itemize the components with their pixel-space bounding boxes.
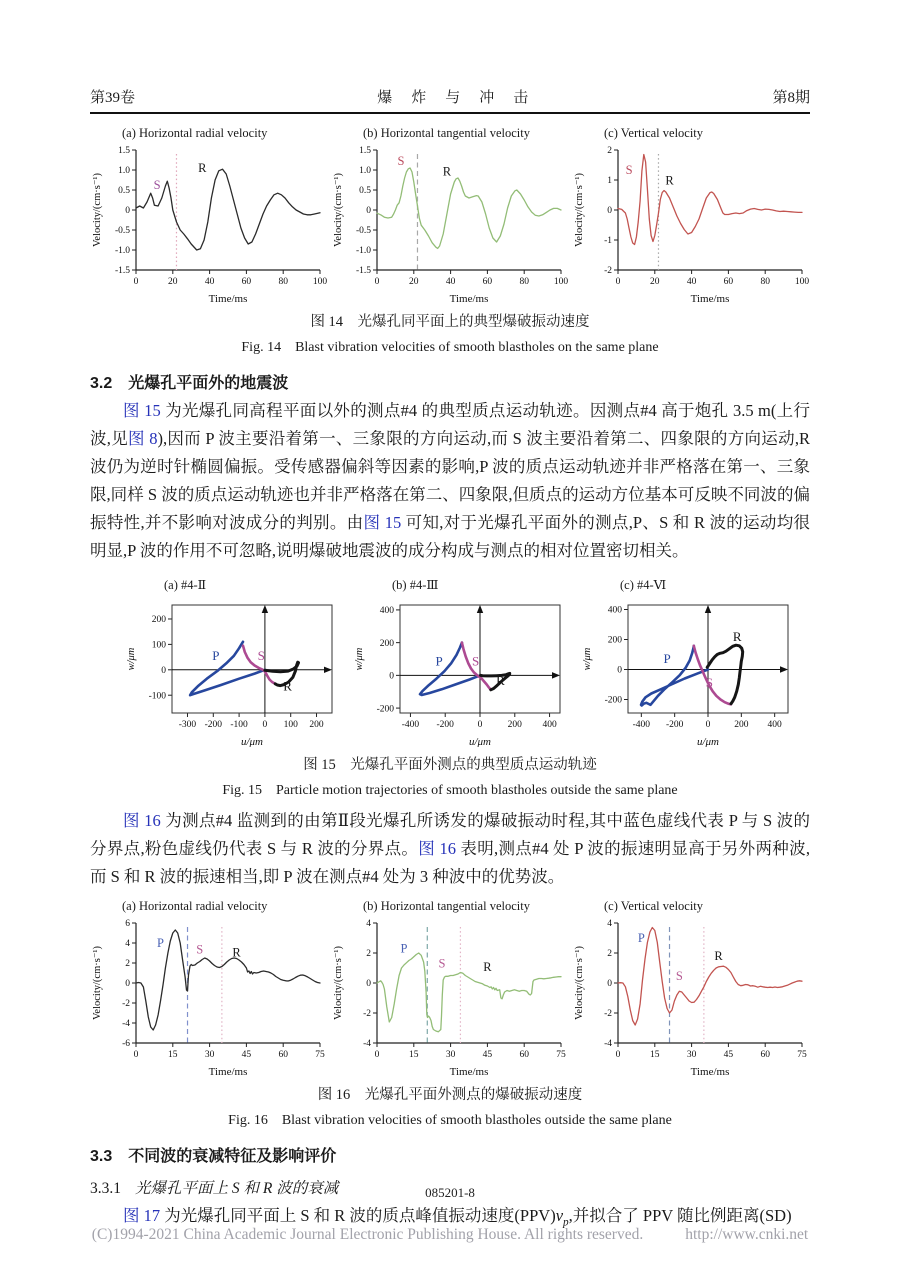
fig15-chart-c-cell	[580, 577, 798, 747]
fig16-chart-row	[90, 899, 810, 1077]
svg-text:80: 80	[760, 277, 770, 287]
svg-text:45: 45	[482, 1050, 493, 1060]
fig14-chart-row	[90, 126, 810, 304]
svg-text:200: 200	[379, 638, 394, 649]
svg-text:0: 0	[133, 1050, 139, 1060]
svg-text:-0.5: -0.5	[114, 226, 130, 237]
svg-text:75: 75	[797, 1050, 807, 1060]
svg-text:R: R	[714, 948, 723, 963]
body-text: v	[555, 1206, 564, 1225]
svg-text:100: 100	[553, 277, 569, 287]
svg-text:0: 0	[374, 1050, 380, 1060]
svg-text:R: R	[732, 629, 742, 644]
svg-text:0: 0	[161, 666, 166, 676]
svg-text:w/μm: w/μm	[126, 647, 137, 671]
svg-text:4: 4	[125, 939, 130, 950]
svg-text:S: S	[397, 154, 405, 169]
svg-text:-1.5: -1.5	[355, 266, 371, 277]
fig14-chart-a	[90, 144, 328, 304]
svg-text:0: 0	[366, 206, 371, 217]
svg-text:0: 0	[615, 1050, 621, 1060]
fig15-chart-b-cell	[352, 577, 570, 747]
svg-text:200: 200	[734, 720, 749, 730]
svg-text:S: S	[196, 942, 204, 957]
figure-ref-link[interactable]: 图 16	[123, 811, 161, 830]
svg-text:P: P	[400, 941, 408, 956]
paragraph-2	[90, 807, 810, 891]
svg-text:Time/ms: Time/ms	[208, 293, 248, 304]
svg-text:Velocity/(cm·s⁻¹): Velocity/(cm·s⁻¹)	[92, 172, 103, 248]
svg-text:P: P	[663, 650, 671, 666]
svg-text:400: 400	[607, 605, 622, 616]
fig15-chart-row	[90, 577, 810, 747]
svg-text:w/μm: w/μm	[354, 647, 365, 671]
svg-text:Velocity/(cm·s⁻¹): Velocity/(cm·s⁻¹)	[574, 945, 585, 1021]
svg-text:R: R	[283, 678, 292, 694]
figure-ref-link[interactable]: 图 15	[363, 513, 402, 532]
svg-text:-1: -1	[604, 236, 612, 247]
svg-text:Time/ms: Time/ms	[449, 293, 489, 304]
fig14-chart-b-title: (b) Horizontal tangential velocity	[363, 126, 530, 140]
svg-text:P: P	[637, 930, 645, 945]
svg-text:400: 400	[767, 720, 782, 730]
figure-ref-link[interactable]: 图 8	[128, 429, 158, 448]
svg-text:R: R	[232, 945, 241, 960]
body-text: ),因而 P 波主要沿着第一、三象限的方向运动,而 S 波主要沿着第二、四象限的方向运动,R 波仍为逆时针椭圆偏振。受传感器偏斜等因素的影响,P 波的质点运动轨迹并非严格落在第一、三象限,同样 S 波的质点运动轨迹也并非严格落在第二、四象限,但质点的运动方位基本可反映不同波的偏振特性,并不影响对波成分的判别。由	[90, 429, 811, 532]
svg-text:-200: -200	[376, 704, 394, 715]
figure-15	[90, 577, 810, 799]
svg-text:100: 100	[151, 640, 166, 651]
svg-text:45: 45	[723, 1050, 734, 1060]
svg-text:15: 15	[168, 1050, 178, 1060]
svg-text:40: 40	[445, 277, 456, 287]
svg-text:-6: -6	[122, 1039, 130, 1050]
copyright-text: (C)1994-2021 China Academic Journal Electronic Publishing House. All rights reserved.	[91, 1226, 644, 1243]
svg-text:Velocity/(cm·s⁻¹): Velocity/(cm·s⁻¹)	[333, 945, 344, 1021]
svg-text:400: 400	[542, 720, 557, 730]
section-3-3-1-heading: 3.3.1 光爆孔平面上 S 和 R 波的衰减	[90, 1180, 339, 1197]
svg-text:30: 30	[445, 1050, 456, 1060]
svg-text:40: 40	[204, 277, 215, 287]
svg-text:6: 6	[125, 919, 130, 930]
svg-text:-0.5: -0.5	[355, 226, 371, 237]
svg-text:1: 1	[607, 176, 612, 187]
svg-text:R: R	[198, 161, 207, 175]
svg-text:30: 30	[686, 1050, 697, 1060]
svg-text:u/μm: u/μm	[468, 736, 492, 747]
fig15-chart-b	[352, 595, 570, 747]
body-text: 表明,测点#4 处 P 波的振速明显高于另外两种波,而 S 和 R 波的振速相当,即 P 波在测点#4 处为 3 种波中的优势波。	[90, 839, 811, 886]
svg-text:-100: -100	[148, 691, 166, 702]
svg-text:1.0: 1.0	[118, 166, 130, 177]
body-text: 可知,对于光爆孔平面外的测点,P、S 和 R 波的运动均很明显,P 波的作用不可忽略,说明爆破地震波的成分构成与测点的相对位置密切相关。	[90, 513, 811, 560]
svg-text:0: 0	[705, 720, 711, 730]
svg-text:15: 15	[409, 1050, 419, 1060]
svg-text:75: 75	[556, 1050, 566, 1060]
figure-ref-link[interactable]: 图 17	[123, 1206, 161, 1225]
svg-text:0: 0	[389, 671, 394, 682]
fig15-chart-b-title: (b) #4-Ⅲ	[392, 578, 439, 592]
svg-text:60: 60	[278, 1050, 288, 1060]
svg-text:0: 0	[125, 206, 130, 217]
svg-text:R: R	[665, 173, 674, 188]
svg-text:20: 20	[650, 277, 660, 287]
fig14-chart-b	[331, 144, 569, 304]
fig14-chart-a-title: (a) Horizontal radial velocity	[122, 126, 268, 140]
fig15-chart-a-cell	[124, 577, 342, 747]
fig14-chart-c	[572, 144, 810, 304]
svg-text:0: 0	[615, 277, 621, 287]
fig15-chart-c	[580, 595, 798, 747]
body-text: 为测点#4 监测到的由第Ⅱ段光爆孔所诱发的爆破振动时程,其中蓝色虚线代表 P 与 S 波的分界点,粉色虚线仍代表 S 与 R 波的分界点。	[90, 811, 810, 858]
svg-text:1.0: 1.0	[359, 166, 371, 177]
svg-text:40: 40	[686, 277, 697, 287]
fig16-chart-a-cell	[90, 899, 328, 1077]
svg-text:-4: -4	[122, 1019, 130, 1030]
svg-text:u/μm: u/μm	[240, 736, 264, 747]
svg-text:-1.0: -1.0	[114, 246, 130, 257]
svg-text:200: 200	[151, 615, 166, 626]
svg-text:S: S	[472, 653, 480, 669]
page-header	[90, 0, 810, 114]
svg-text:1.5: 1.5	[118, 146, 130, 157]
fig15-chart-c-title: (c) #4-Ⅵ	[620, 578, 667, 592]
svg-text:60: 60	[723, 277, 734, 287]
journal-title: 爆 炸 与 冲 击	[377, 90, 531, 106]
svg-text:-2: -2	[122, 999, 130, 1010]
svg-text:75: 75	[315, 1050, 325, 1060]
svg-text:2: 2	[607, 146, 612, 157]
svg-text:2: 2	[125, 959, 130, 970]
svg-text:0: 0	[262, 720, 268, 730]
svg-text:400: 400	[379, 606, 394, 617]
copyright-footer	[0, 1226, 900, 1244]
fig14-chart-c-cell	[572, 126, 810, 304]
svg-text:S: S	[257, 648, 265, 664]
svg-text:-300: -300	[178, 720, 197, 730]
fig16-chart-b	[331, 917, 569, 1077]
body-text: p	[563, 1216, 569, 1229]
svg-text:-2: -2	[363, 1009, 371, 1020]
svg-text:-4: -4	[363, 1039, 371, 1050]
svg-text:-1.0: -1.0	[355, 246, 371, 257]
svg-text:2: 2	[366, 949, 371, 960]
fig16-chart-b-title: (b) Horizontal tangential velocity	[363, 899, 530, 913]
fig16-caption-zh: 图 16 光爆孔平面外测点的爆破振动速度	[317, 1087, 583, 1103]
svg-text:100: 100	[312, 277, 328, 287]
svg-text:45: 45	[241, 1050, 252, 1060]
svg-text:R: R	[496, 673, 505, 689]
svg-text:20: 20	[168, 277, 178, 287]
fig16-chart-c-cell	[572, 899, 810, 1077]
page-number: 085201-8	[425, 1185, 475, 1200]
svg-text:Time/ms: Time/ms	[208, 1066, 248, 1077]
fig14-chart-c-title: (c) Vertical velocity	[604, 126, 704, 140]
svg-text:60: 60	[241, 277, 252, 287]
svg-text:w/μm: w/μm	[582, 647, 593, 671]
fig16-chart-a	[90, 917, 328, 1077]
fig16-caption-en: Fig. 16 Blast vibration velocities of smooth blastholes outside the same plane	[228, 1113, 672, 1128]
svg-text:2: 2	[607, 949, 612, 960]
fig14-caption-en: Fig. 14 Blast vibration velocities of smooth blastholes on the same plane	[241, 340, 659, 355]
svg-text:Velocity/(cm·s⁻¹): Velocity/(cm·s⁻¹)	[574, 172, 585, 248]
svg-text:0: 0	[607, 206, 612, 217]
svg-text:Time/ms: Time/ms	[690, 1066, 730, 1077]
svg-text:100: 100	[794, 277, 810, 287]
svg-text:200: 200	[309, 720, 324, 730]
svg-text:-100: -100	[230, 720, 248, 730]
fig14-chart-a-cell	[90, 126, 328, 304]
svg-text:60: 60	[519, 1050, 529, 1060]
svg-text:20: 20	[409, 277, 419, 287]
volume-label: 第39卷	[90, 90, 136, 106]
issue-label: 第8期	[772, 90, 810, 106]
svg-text:4: 4	[607, 919, 612, 930]
svg-text:30: 30	[204, 1050, 215, 1060]
svg-text:-200: -200	[604, 695, 622, 706]
svg-text:S: S	[705, 675, 713, 691]
svg-text:0: 0	[607, 979, 612, 990]
fig15-chart-a-title: (a) #4-Ⅱ	[164, 578, 207, 592]
svg-text:-200: -200	[665, 720, 684, 730]
fig14-caption-zh: 图 14 光爆孔同平面上的典型爆破振动速度	[310, 314, 590, 330]
svg-text:Velocity/(cm·s⁻¹): Velocity/(cm·s⁻¹)	[92, 945, 103, 1021]
svg-text:0.5: 0.5	[359, 186, 371, 197]
fig16-chart-a-title: (a) Horizontal radial velocity	[122, 899, 268, 913]
svg-text:-4: -4	[604, 1039, 612, 1050]
svg-text:0: 0	[125, 979, 130, 990]
svg-text:Time/ms: Time/ms	[690, 293, 730, 304]
svg-text:200: 200	[507, 720, 522, 730]
svg-text:P: P	[157, 936, 165, 950]
svg-text:P: P	[212, 648, 220, 664]
svg-text:80: 80	[519, 277, 529, 287]
body-text: 为光爆孔同平面上 S 和 R 波的质点峰值振动速度(PPV)	[160, 1206, 556, 1225]
svg-text:-2: -2	[604, 266, 612, 277]
fig16-chart-c-title: (c) Vertical velocity	[604, 899, 704, 913]
fig16-chart-c	[572, 917, 810, 1077]
svg-text:R: R	[442, 164, 452, 179]
svg-text:0: 0	[374, 277, 380, 287]
svg-text:Time/ms: Time/ms	[449, 1066, 489, 1077]
svg-text:Velocity/(cm·s⁻¹): Velocity/(cm·s⁻¹)	[333, 172, 344, 248]
section-3-3-heading: 3.3 不同波的衰减特征及影响评价	[90, 1148, 337, 1165]
svg-text:-200: -200	[436, 720, 454, 730]
svg-text:-400: -400	[632, 720, 651, 730]
figure-ref-link[interactable]: 图 16	[418, 839, 456, 858]
svg-text:-2: -2	[604, 1009, 612, 1020]
svg-text:R: R	[483, 960, 492, 974]
paragraph-1	[90, 397, 810, 565]
svg-text:80: 80	[278, 277, 288, 287]
fig15-chart-a	[124, 595, 342, 747]
svg-text:4: 4	[366, 919, 371, 930]
figure-ref-link[interactable]: 图 15	[123, 401, 161, 420]
svg-text:0: 0	[366, 979, 371, 990]
svg-text:0: 0	[133, 277, 139, 287]
svg-text:S: S	[625, 163, 633, 177]
svg-text:-200: -200	[204, 720, 223, 730]
svg-text:P: P	[435, 653, 443, 669]
svg-text:1.5: 1.5	[359, 146, 371, 157]
body-text: ,并拟合了 PPV 随比例距离(SD)	[568, 1206, 792, 1225]
svg-text:S: S	[153, 178, 161, 193]
svg-text:S: S	[675, 969, 683, 983]
svg-text:-400: -400	[401, 720, 420, 730]
fig15-caption-zh: 图 15 光爆孔平面外测点的典型质点运动轨迹	[303, 757, 597, 773]
fig15-caption-en: Fig. 15 Particle motion trajectories of smooth blastholes outside the same plane	[222, 783, 678, 798]
figure-16	[90, 899, 810, 1129]
cnki-url[interactable]: http://www.cnki.net	[685, 1226, 809, 1243]
svg-text:0.5: 0.5	[118, 186, 130, 197]
svg-text:-1.5: -1.5	[114, 266, 130, 277]
fig16-chart-b-cell	[331, 899, 569, 1077]
fig14-chart-b-cell	[331, 126, 569, 304]
svg-text:60: 60	[760, 1050, 770, 1060]
svg-text:S: S	[438, 956, 446, 971]
svg-text:60: 60	[482, 277, 493, 287]
section-3-2-heading: 3.2 光爆孔平面外的地震波	[90, 375, 289, 392]
svg-text:15: 15	[650, 1050, 660, 1060]
svg-text:200: 200	[607, 635, 622, 646]
svg-text:0: 0	[617, 665, 622, 676]
figure-14	[90, 126, 810, 356]
body-text: 为光爆孔同高程平面以外的测点#4 的典型质点运动轨迹。因测点#4 高于炮孔 3.5 m(上行波,见	[90, 401, 810, 448]
svg-text:0: 0	[477, 720, 483, 730]
svg-text:u/μm: u/μm	[696, 736, 720, 747]
svg-text:100: 100	[283, 720, 298, 730]
